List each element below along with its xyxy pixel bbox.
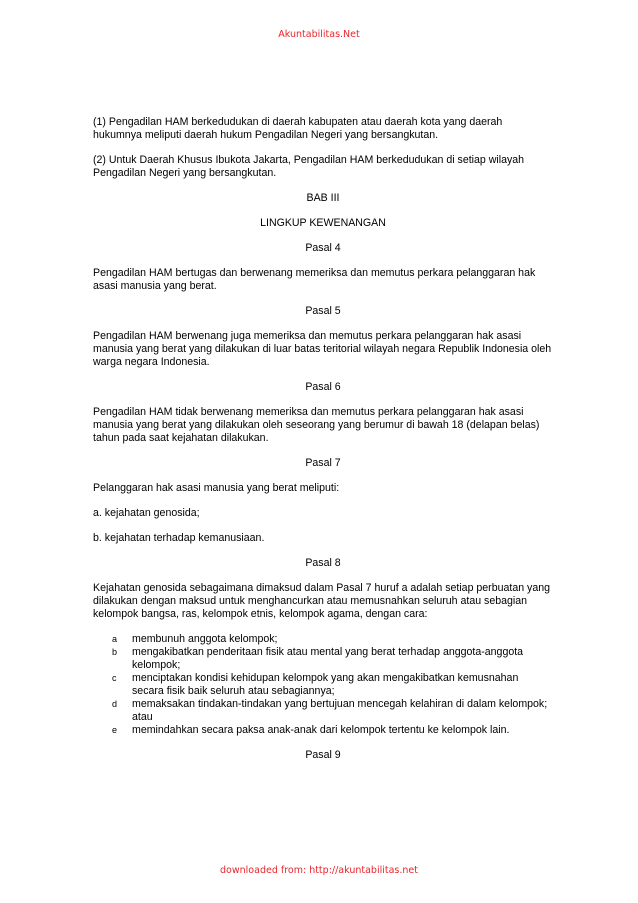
chapter-title: LINGKUP KEWENANGAN (260, 217, 386, 229)
document-body (93, 116, 553, 774)
list-marker: b (112, 647, 118, 657)
article-6-text: Pengadilan HAM tidak berwenang memeriksa dan memutus perkara pelanggaran hak asasi manusia yang berat yang dilakukan oleh seseorang yang berumur di bawah 18 (delapan belas) tahun pada saat kejahatan dilakukan. (93, 406, 540, 444)
list-item (93, 633, 553, 646)
list-item-text: memindahkan secara paksa anak-anak dari kelompok tertentu ke kelompok lain. (132, 724, 510, 736)
chapter-number: BAB III (306, 192, 340, 204)
paragraph-2: (2) Untuk Daerah Khusus Ibukota Jakarta, Pengadilan HAM berkedudukan di setiap wilayah Pengadilan Negeri yang bersangkutan. (93, 154, 525, 179)
header-watermark: Akuntabilitas.Net (278, 29, 360, 40)
list-marker: e (112, 725, 118, 735)
article-9-heading: Pasal 9 (305, 749, 341, 761)
article-7-item-a: a. kejahatan genosida; (93, 507, 200, 519)
article-8-text: Kejahatan genosida sebagaimana dimaksud dalam Pasal 7 huruf a adalah setiap perbuatan yang dilakukan dengan maksud untuk menghancurkan atau memusnahkan seluruh atau sebagian kelompok bangsa, ras, kelompok etnis, kelompok agama, dengan cara: (93, 582, 551, 620)
list-item (93, 724, 553, 737)
list-item (93, 698, 553, 724)
article-8-heading: Pasal 8 (305, 557, 341, 569)
article-6-heading: Pasal 6 (305, 381, 341, 393)
article-8-list (93, 633, 553, 737)
article-7-item-b: b. kejahatan terhadap kemanusiaan. (93, 532, 265, 544)
article-5-heading: Pasal 5 (305, 305, 341, 317)
article-5-text: Pengadilan HAM berwenang juga memeriksa dan memutus perkara pelanggaran hak asasi manusia yang berat yang dilakukan di luar batas teritorial wilayah negara Republik Indonesia oleh warga negara Indonesia. (93, 330, 552, 368)
article-4-heading: Pasal 4 (305, 242, 341, 254)
article-7-heading: Pasal 7 (305, 457, 341, 469)
article-4-text: Pengadilan HAM bertugas dan berwenang memeriksa dan memutus perkara pelanggaran hak asasi manusia yang berat. (93, 267, 536, 292)
article-7-text: Pelanggaran hak asasi manusia yang berat meliputi: (93, 482, 340, 494)
footer-watermark: downloaded from: http://akuntabilitas.net (220, 865, 418, 876)
list-item (93, 646, 553, 672)
list-item-text: menciptakan kondisi kehidupan kelompok yang akan mengakibatkan kemusnahan secara fisik baik seluruh atau sebagiannya; (132, 672, 519, 697)
paragraph-1: (1) Pengadilan HAM berkedudukan di daerah kabupaten atau daerah kota yang daerah hukumnya meliputi daerah hukum Pengadilan Negeri yang bersangkutan. (93, 116, 503, 141)
list-marker: d (112, 699, 118, 709)
list-item (93, 672, 553, 698)
list-item-text: memaksakan tindakan-tindakan yang bertujuan mencegah kelahiran di dalam kelompok; atau (132, 698, 548, 723)
list-marker: a (112, 634, 118, 644)
list-item-text: mengakibatkan penderitaan fisik atau mental yang berat terhadap anggota-anggota kelompok; (132, 646, 524, 671)
list-item-text: membunuh anggota kelompok; (132, 633, 278, 645)
list-marker: c (112, 673, 117, 683)
